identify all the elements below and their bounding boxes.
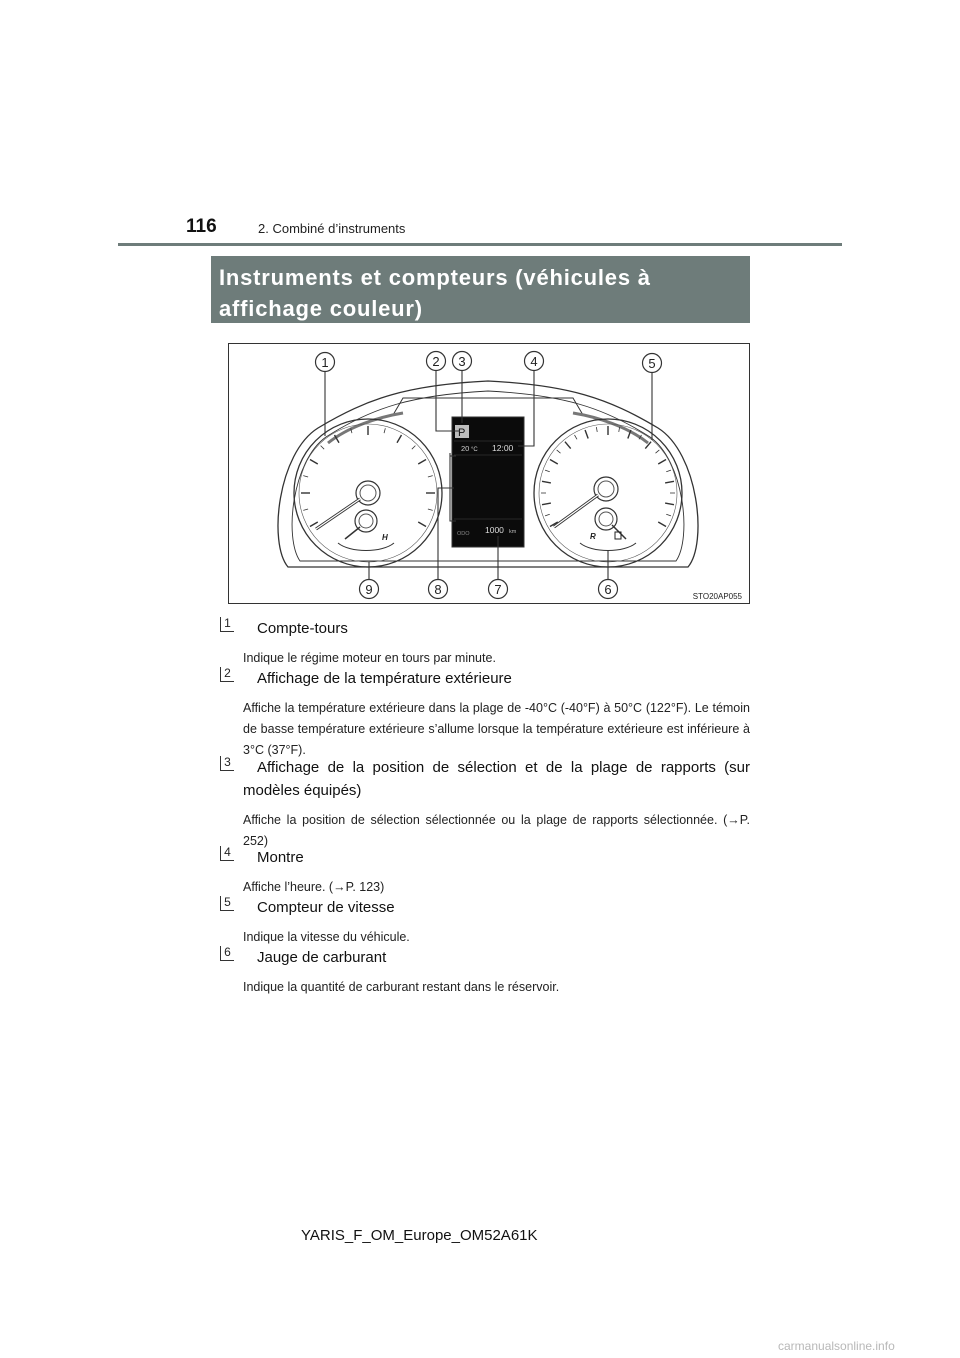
callout-1: 1 [321,355,329,370]
item-5 [220,896,750,948]
item-2-number: 2 [220,667,234,682]
odometer-label: ODO [457,531,470,537]
item-1-number: 1 [220,617,234,632]
item-5-title: Compteur de vitesse [257,899,395,916]
item-5-number: 5 [220,896,234,911]
item-6 [220,946,750,998]
clock-readout: 12:00 [492,443,514,453]
callout-2: 2 [432,354,440,369]
outside-temp-value: 20 [461,444,470,453]
item-3-number: 3 [220,756,234,771]
item-6-number: 6 [220,946,234,961]
watermark: carmanualsonline.info [778,1339,895,1353]
item-1-description: Indique le régime moteur en tours par minute. [243,651,496,665]
odometer-unit: km [509,529,517,535]
temp-hot-letter: H [382,533,388,542]
item-4-description: Affiche l’heure. (→P. 123) [243,880,385,894]
multi-information-display [452,417,524,547]
item-2-description: Affiche la température extérieure dans la plage de -40°C (-40°F) à 50°C (122°F). Le témoin de basse température extérieure s’allume lorsque la température extérieure est inférieure à 3°C (37°F). [243,701,750,757]
outside-temp-unit: °C [471,447,478,453]
instrument-cluster-figure [228,343,750,604]
header-divider [118,243,842,246]
item-6-title: Jauge de carburant [257,949,387,966]
item-2-title: Affichage de la température extérieure [257,670,512,687]
callout-6: 6 [604,582,612,597]
item-5-description: Indique la vitesse du véhicule. [243,930,410,944]
item-3-description: Affiche la position de sélection sélectionnée ou la plage de rapports sélectionnée. (→P. 252) [243,813,750,848]
section-title-line-1: Instruments et compteurs (véhicules à [219,265,651,290]
section-title-band [211,256,750,323]
callout-8: 8 [434,582,442,597]
item-1 [220,617,750,669]
callout-5: 5 [648,356,656,371]
callout-4: 4 [530,354,538,369]
odometer-value: 1000 [485,525,504,535]
callout-3: 3 [458,354,466,369]
item-4-title: Montre [257,849,304,866]
item-3-title: Affichage de la position de sélection et de la plage de rapports (sur modèles équipés) [243,759,750,799]
item-4 [220,846,750,898]
page-number: 116 [186,216,217,237]
gear-position-text: P [458,427,466,439]
item-6-description: Indique la quantité de carburant restant dans le réservoir. [243,980,560,994]
chapter-title: 2. Combiné d’instruments [258,221,406,236]
callout-9: 9 [365,582,373,597]
section-title-line-2: affichage couleur) [219,296,423,321]
callout-7: 7 [494,582,502,597]
item-2 [220,667,750,761]
item-1-title: Compte-tours [257,620,348,637]
figure-code: STO20AP055 [692,592,742,601]
item-3 [220,756,750,852]
item-4-number: 4 [220,846,234,861]
document-code: YARIS_F_OM_Europe_OM52A61K [301,1227,538,1244]
fuel-reserve-letter: R [590,532,596,541]
